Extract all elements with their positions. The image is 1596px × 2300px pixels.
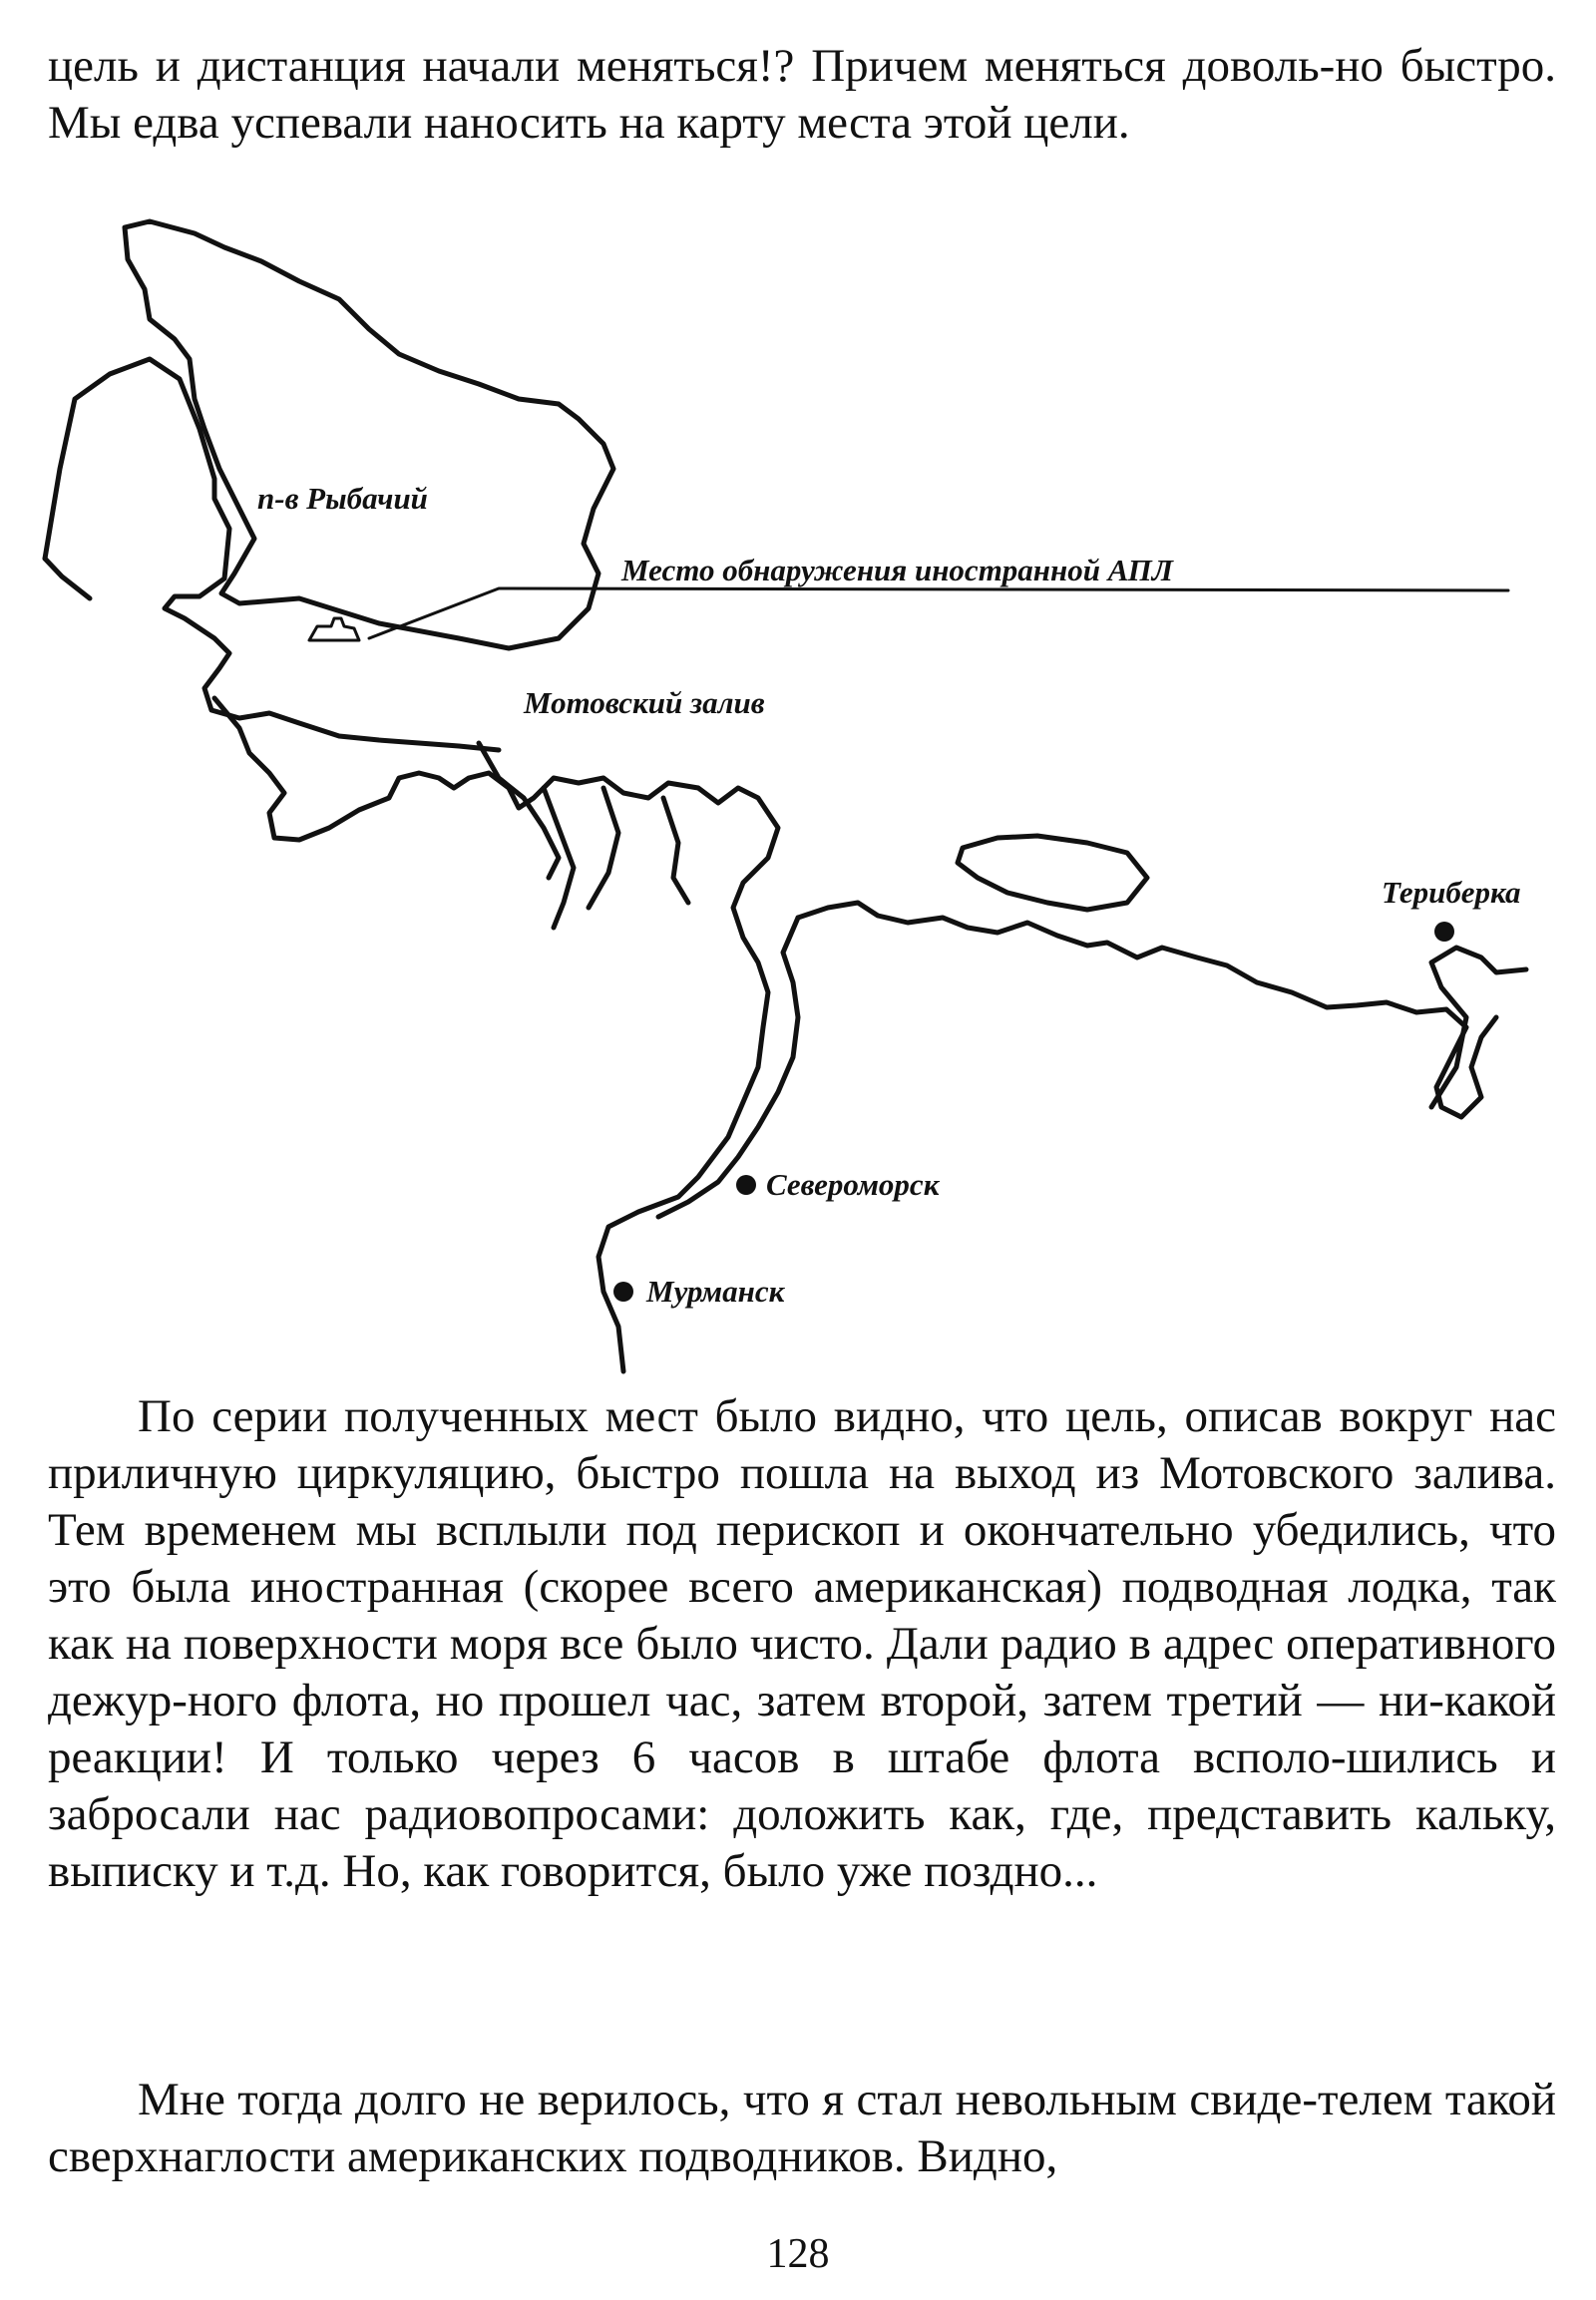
label-severomorsk: Североморск <box>766 1167 940 1202</box>
western-coast-outline <box>45 359 499 750</box>
coastline-map <box>0 204 1596 1391</box>
eastern-coast <box>798 903 1496 1117</box>
bay-south-shore <box>214 698 778 1371</box>
paragraph-1: По серии полученных мест было видно, что цель, описав вокруг нас приличную циркуляцию, быстро пошла на выход из Мотовского залива. Тем временем мы всплыли под перископ и окончательно убедились, что это была иностранная (скорее всего американская) подводная лодка, так как на поверхности моря все было чисто. Дали радио в адрес оперативного дежур-ного флота, но прошел час, затем второй, затем третий — ни-какой реакции! И только через 6 часов в штабе флота всполо-шились и забросали нас радиовопросами: доложить как, где, представить кальку, выписку и т.д. Но, как говорится, было уже поздно... <box>48 1390 1556 1897</box>
fjord-finger-3 <box>589 788 618 908</box>
page-number: 128 <box>766 2231 830 2277</box>
severomorsk-dot <box>736 1175 756 1195</box>
paragraph-top: цель и дистанция начали меняться!? Причем меняться доволь-но быстро. Мы едва успевали наносить на карту места этой цели. <box>48 40 1556 149</box>
fjord-finger-4 <box>663 798 688 903</box>
murmansk-dot <box>613 1282 633 1302</box>
label-murmansk: Мурманск <box>646 1274 785 1309</box>
label-detection: Место обнаружения иностранной АПЛ <box>621 553 1174 587</box>
western-coast-tail <box>45 559 90 598</box>
label-motovsky-bay: Мотовский залив <box>524 685 765 720</box>
detection-leader-line <box>369 588 1508 638</box>
teriberka-dot <box>1434 922 1454 942</box>
rybachy-peninsula-outline <box>125 221 613 648</box>
label-rybachy: п-в Рыбачий <box>257 481 428 516</box>
island-outline <box>958 836 1147 910</box>
paragraph-2: Мне тогда долго не верилось, что я стал невольным свиде-телем такой сверхнаглости американских подводников. Видно, <box>48 2074 1556 2182</box>
label-teriberka: Териберка <box>1382 875 1521 910</box>
submarine-icon <box>309 618 359 640</box>
